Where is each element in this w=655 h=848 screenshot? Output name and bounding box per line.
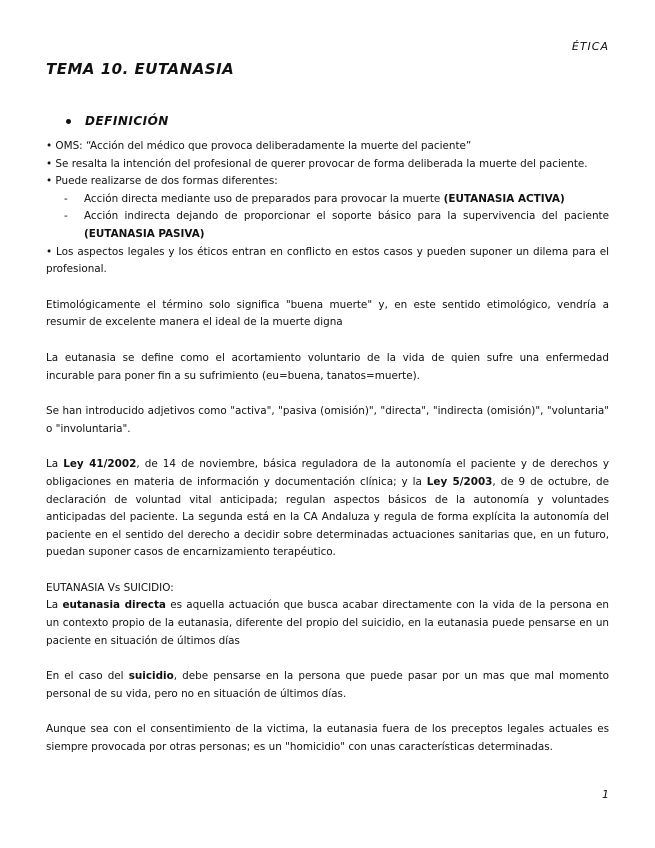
eutanasia-directa-bold: eutanasia directa [62, 599, 166, 612]
paragraph-adjetivos: Se han introducido adjetivos como "activa", "pasiva (omisión)", "directa", "indirecta (omisión)", "voluntaria" o "involuntaria". [46, 405, 609, 435]
bullet-intencion: • Se resalta la intención del profesional de querer provocar de forma deliberada la muerte del paciente. [46, 157, 588, 170]
leyes-text-2: , de 14 de noviembre, básica reguladora de la autonomía el paciente y de derechos y obligaciones en materia de información y documentación clínica; y la [46, 458, 609, 488]
leyes-bold-1: Ley 41/2002 [63, 458, 137, 471]
paragraph-homicidio: Aunque sea con el consentimiento de la victima, la eutanasia fuera de los preceptos legales actuales es siempre provocada por otras personas; es un "homicidio" con unas características determinadas. [46, 723, 609, 754]
leyes-bold-2: Ley 5/2003 [426, 475, 493, 488]
eutanasia-directa-text-2: es aquella actuación que busca acabar directamente con la vida de la persona en un contexto propio de la eutanasia, diferente del propio del suicidio, en la eutanasia puede pensarse en un paciente en situación de últimos días [46, 599, 609, 647]
page-title: TEMA 10. EUTANASIA [46, 60, 235, 78]
paragraph-leyes [46, 456, 609, 562]
dash-item-activa-text: Acción directa mediante uso de preparados para provocar la muerte [84, 192, 444, 205]
suicidio-bold: suicidio [128, 670, 174, 683]
document-body [46, 138, 609, 757]
heading-eutanasia-vs-suicidio: EUTANASIA Vs SUICIDIO: [46, 581, 174, 594]
page-number: 1 [602, 788, 609, 801]
section-heading-text: DEFINICIÓN [85, 114, 169, 128]
bullet-conflicto: • Los aspectos legales y los éticos entran en conflicto en estos casos y pueden suponer un dilema para el profesional. [46, 245, 609, 276]
paragraph-definicion: La eutanasia se define como el acortamiento voluntario de la vida de quien sufre una enfermedad incurable para poner fin a su sufrimiento (eu=buena, tanatos=muerte). [46, 351, 609, 382]
leyes-text-3: , de 9 de octubre, de declaración de voluntad vital anticipada; regulan aspectos básicos de la autonomía y voluntades anticipadas del paciente. La segunda está en la CA Andaluza y regula de forma explícita la autonomía del paciente en el sentido del derecho a decidir sobre determinadas actuaciones sanitarias que, en un futuro, puedan suponer casos de encarnizamiento terapéutico. [46, 475, 609, 559]
dash-item-pasiva: - Acción indirecta dejando de proporcionar el soporte básico para la supervivencia del paciente (EUTANASIA PASIVA) [64, 210, 609, 240]
dash-item-activa-bold: (EUTANASIA ACTIVA) [443, 192, 565, 205]
bullet-oms: • OMS: “Acción del médico que provoca deliberadamente la muerte del paciente” [46, 140, 472, 152]
leyes-text-1: La [46, 458, 64, 471]
bullet-formas: • Puede realizarse de dos formas diferentes: [46, 175, 278, 188]
paragraph-eutanasia-directa [46, 597, 609, 650]
dash-item-activa: - Acción directa mediante uso de preparados para provocar la muerte (EUTANASIA ACTIVA) [64, 192, 565, 205]
bullet-dot-icon [66, 119, 71, 124]
header-subject: ÉTICA [571, 40, 609, 53]
dash-item-pasiva-bold: (EUTANASIA PASIVA) [84, 227, 205, 240]
eutanasia-directa-text-1: La [46, 599, 63, 612]
paragraph-suicidio [46, 668, 609, 703]
paragraph-etimologia: Etimológicamente el término solo significa "buena muerte" y, en este sentido etimológico, vendría a resumir de excelente manera el ideal de la muerte digna [46, 298, 609, 329]
dash-item-pasiva-text: Acción indirecta dejando de proporcionar el soporte básico para la supervivencia del paciente [84, 210, 609, 223]
suicidio-text-1: En el caso del [46, 670, 129, 683]
section-heading [66, 114, 169, 128]
suicidio-text-2: , debe pensarse en la persona que puede pasar por un mas que mal momento personal de su vida, pero no en situación de últimos días. [46, 670, 610, 700]
document-page [46, 0, 609, 848]
